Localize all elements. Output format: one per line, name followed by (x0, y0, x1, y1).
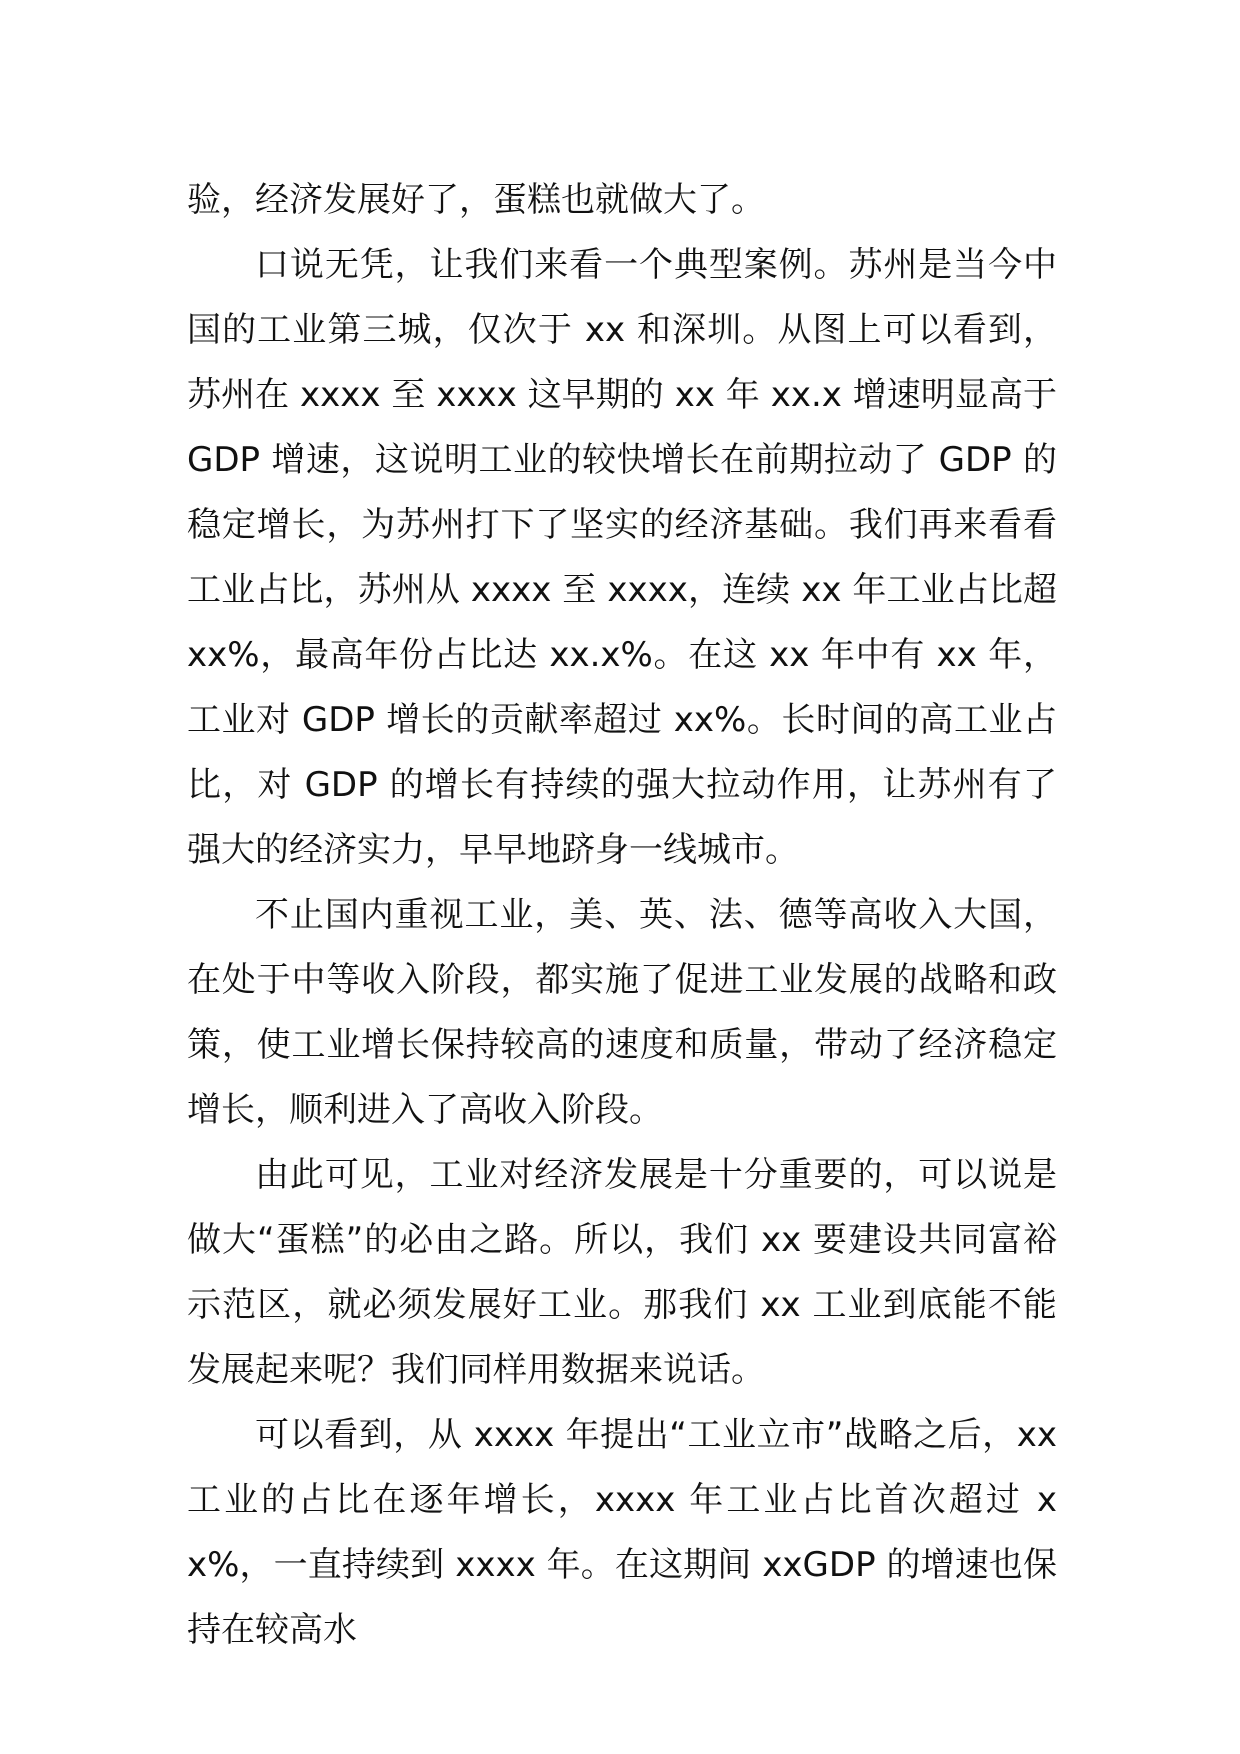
paragraph-suzhou-case: 口说无凭，让我们来看一个典型案例。苏州是当今中国的工业第三城，仅次于 xx 和深圳。从图上可以看到，苏州在 xxxx 至 xxxx 这早期的 xx 年 xx.x 增速明显高于 GDP 增速，这说明工业的较快增长在前期拉动了 GDP 的稳定增长，为苏州打下了坚实的经济基础。我们再来看看工业占比，苏州从 xxxx 至 xxxx，连续 xx 年工业占比超 xx%，最高年份占比达 xx.x%。在这 xx 年中有 xx 年，工业对 GDP 增长的贡献率超过 xx%。长时间的高工业占比，对 GDP 的增长有持续的强大拉动作用，让苏州有了强大的经济实力，早早地跻身一线城市。 (187, 245, 1057, 870)
document-body (187, 168, 1057, 1663)
paragraph-high-income-countries: 不止国内重视工业，美、英、法、德等高收入大国，在处于中等收入阶段，都实施了促进工业发展的战略和政策，使工业增长保持较高的速度和质量，带动了经济稳定增长，顺利进入了高收入阶段。 (187, 895, 1057, 1130)
paragraph-conclusion: 由此可见，工业对经济发展是十分重要的，可以说是做大“蛋糕”的必由之路。所以，我们 xx 要建设共同富裕示范区，就必须发展好工业。那我们 xx 工业到底能不能发展起来呢？我们同样用数据来说话。 (187, 1155, 1057, 1390)
paragraph-industry-strategy: 可以看到，从 xxxx 年提出“工业立市”战略之后，xx 工业的占比在逐年增长，xxxx 年工业占比首次超过 xx%，一直持续到 xxxx 年。在这期间 xxGDP 的增速也保持在较高水 (187, 1415, 1057, 1650)
paragraph-continuation: 验，经济发展好了，蛋糕也就做大了。 (187, 180, 765, 220)
